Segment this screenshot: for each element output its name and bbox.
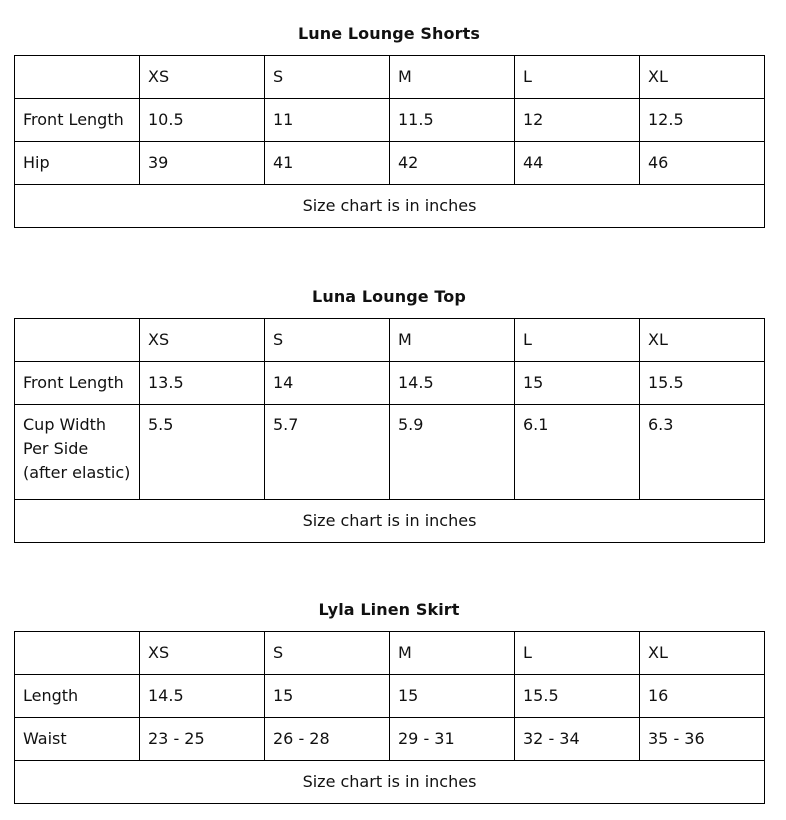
size-header: XS: [140, 319, 265, 362]
units-note: Size chart is in inches: [15, 500, 765, 543]
table-cell: 13.5: [140, 362, 265, 405]
table-cell: 14.5: [390, 362, 515, 405]
table-cell: 15: [265, 675, 390, 718]
row-label: Length: [15, 675, 140, 718]
table-row: [15, 405, 765, 500]
table-cell: 35 - 36: [640, 718, 765, 761]
table-note-row: [15, 500, 765, 543]
table-cell: 5.5: [140, 405, 265, 500]
table-cell: 15: [515, 362, 640, 405]
units-note: Size chart is in inches: [15, 185, 765, 228]
table-cell: 6.3: [640, 405, 765, 500]
table-row: [15, 362, 765, 405]
size-table: [14, 631, 765, 804]
table-cell: 44: [515, 142, 640, 185]
size-chart-top: [14, 282, 764, 543]
size-header: L: [515, 56, 640, 99]
size-header: S: [265, 319, 390, 362]
table-header-row: [15, 632, 765, 675]
size-header: L: [515, 632, 640, 675]
table-row: [15, 675, 765, 718]
header-empty-cell: [15, 632, 140, 675]
chart-title: Lyla Linen Skirt: [318, 600, 460, 619]
table-cell: 14.5: [140, 675, 265, 718]
table-cell: 11.5: [390, 99, 515, 142]
size-header: XS: [140, 632, 265, 675]
chart-title: Lune Lounge Shorts: [297, 24, 480, 43]
size-header: XL: [640, 632, 765, 675]
size-chart-skirt: [14, 595, 764, 804]
table-cell: 29 - 31: [390, 718, 515, 761]
table-cell: 10.5: [140, 99, 265, 142]
size-header: S: [265, 632, 390, 675]
chart-title: Luna Lounge Top: [312, 287, 466, 306]
size-header: XL: [640, 56, 765, 99]
table-cell: 39: [140, 142, 265, 185]
table-cell: 46: [640, 142, 765, 185]
header-empty-cell: [15, 56, 140, 99]
row-label: Front Length: [15, 99, 140, 142]
table-note-row: [15, 761, 765, 804]
table-note-row: [15, 185, 765, 228]
size-header: M: [390, 632, 515, 675]
table-cell: 15.5: [515, 675, 640, 718]
row-label: Waist: [15, 718, 140, 761]
size-header: L: [515, 319, 640, 362]
row-label: Hip: [15, 142, 140, 185]
table-row: [15, 142, 765, 185]
table-cell: 42: [390, 142, 515, 185]
size-header: XL: [640, 319, 765, 362]
row-label: Cup Width Per Side (after elastic): [15, 405, 140, 500]
table-cell: 6.1: [515, 405, 640, 500]
size-table: [14, 318, 765, 543]
table-row: [15, 99, 765, 142]
table-header-row: [15, 319, 765, 362]
table-cell: 23 - 25: [140, 718, 265, 761]
table-cell: 26 - 28: [265, 718, 390, 761]
header-empty-cell: [15, 319, 140, 362]
size-header: M: [390, 56, 515, 99]
table-cell: 15: [390, 675, 515, 718]
table-cell: 16: [640, 675, 765, 718]
table-cell: 5.9: [390, 405, 515, 500]
table-cell: 15.5: [640, 362, 765, 405]
size-table: [14, 55, 765, 228]
table-cell: 12: [515, 99, 640, 142]
units-note: Size chart is in inches: [15, 761, 765, 804]
size-header: M: [390, 319, 515, 362]
size-chart-shorts: [14, 19, 764, 228]
row-label: Front Length: [15, 362, 140, 405]
table-cell: 32 - 34: [515, 718, 640, 761]
table-cell: 12.5: [640, 99, 765, 142]
table-header-row: [15, 56, 765, 99]
table-cell: 11: [265, 99, 390, 142]
table-cell: 41: [265, 142, 390, 185]
table-row: [15, 718, 765, 761]
size-header: XS: [140, 56, 265, 99]
size-header: S: [265, 56, 390, 99]
table-cell: 5.7: [265, 405, 390, 500]
table-cell: 14: [265, 362, 390, 405]
